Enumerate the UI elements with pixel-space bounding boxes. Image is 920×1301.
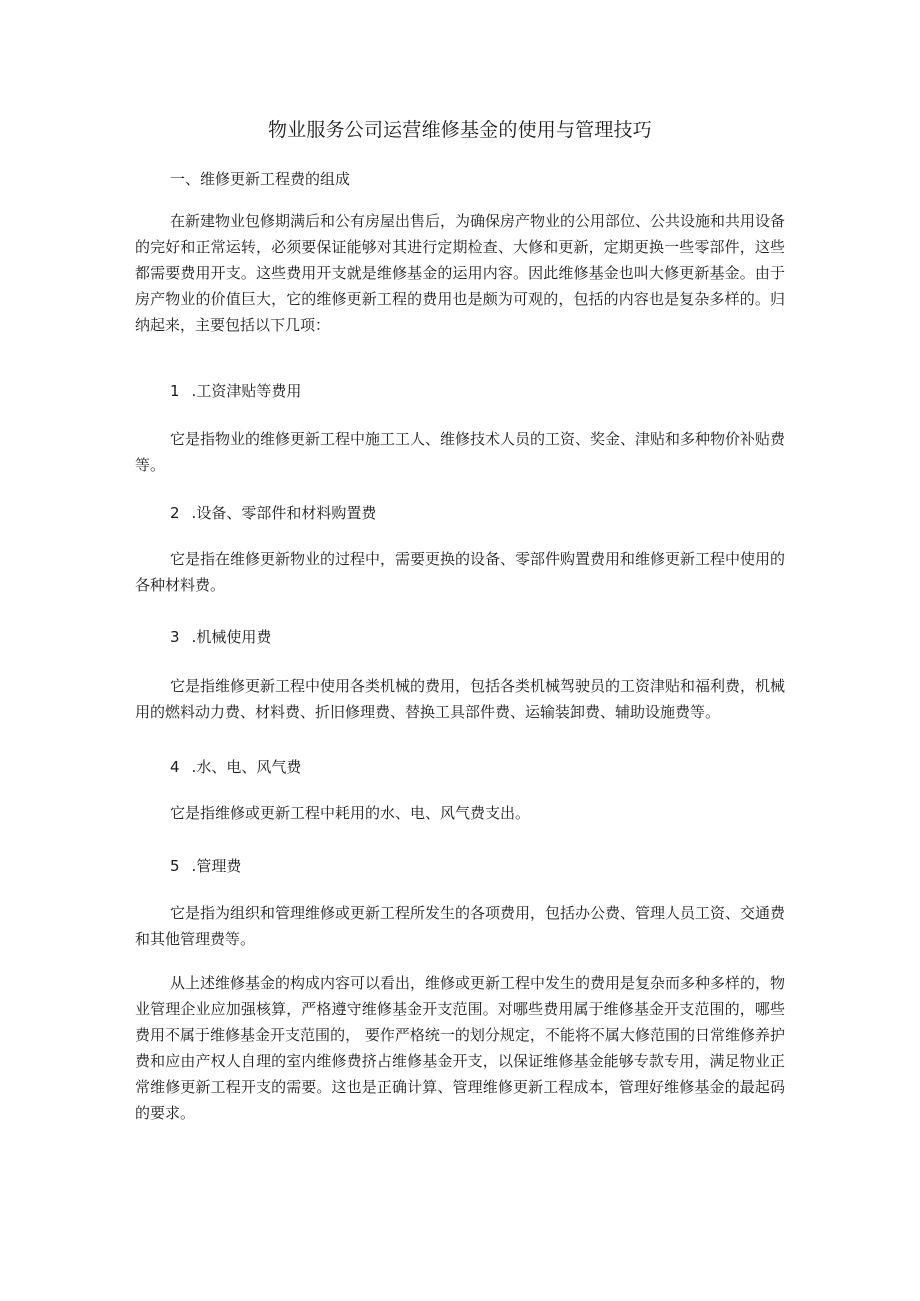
item-body-3: 它是指维修更新工程中使用各类机械的费用，包括各类机械驾驶员的工资津贴和福利费，机械用的燃料动力费、材料费、折旧修理费、替换工具部件费、运输装卸费、辅助设施费等。 xyxy=(135,677,786,721)
item-heading-4 xyxy=(135,754,785,780)
section-heading-text: 一、维修更新工程费的组成 xyxy=(170,170,351,188)
item-body-2: 它是指在维修更新物业的过程中，需要更换的设备、零部件购置费用和维修更新工程中使用的各种材料费。 xyxy=(135,550,786,594)
document-title: 物业服务公司运营维修基金的使用与管理技巧 xyxy=(267,119,652,141)
section-heading xyxy=(135,166,785,192)
conclusion-paragraph: 从上述维修基金的构成内容可以看出，维修或更新工程中发生的费用是复杂而多种多样的，物业管理企业应加强核算，严格遵守维修基金开支范围。对哪些费用属于维修基金开支范围的，哪些费用不属于维修基金开支范围的， 要作严格统一的划分规定，不能将不属大修范围的日常维修养护费和应由产权人自理的室内维修费挤占维修基金开支，以保证维修基金能够专款专用，满足物业正常维修更新工程开支的需要。这也是正确计算、管理维修更新工程成本，管理好维修基金的最起码的要求。 xyxy=(135,974,786,1122)
item-title-5: .管理费 xyxy=(191,857,242,875)
item-number-5: 5 xyxy=(170,857,180,875)
item-heading-5 xyxy=(135,853,785,879)
item-body-1: 它是指物业的维修更新工程中施工工人、维修技术人员的工资、奖金、津贴和多种物价补贴费等。 xyxy=(135,430,786,474)
item-heading-3 xyxy=(135,624,785,650)
item-title-2: .设备、零部件和材料购置费 xyxy=(191,504,377,522)
item-number-2: 2 xyxy=(170,504,180,522)
item-heading-1 xyxy=(135,378,785,404)
item-title-3: .机械使用费 xyxy=(191,628,272,646)
intro-paragraph: 在新建物业包修期满后和公有房屋出售后，为确保房产物业的公用部位、公共设施和共用设备的完好和正常运转，必须要保证能够对其进行定期检查、大修和更新，定期更换一些零部件，这些都需要费用开支。这些费用开支就是维修基金的运用内容。因此维修基金也叫大修更新基金。由于房产物业的价值巨大，它的维修更新工程的费用也是颇为可观的，包括的内容也是复杂多样的。归纳起来，主要包括以下几项： xyxy=(135,212,786,334)
item-title-4: .水、电、风气费 xyxy=(191,758,302,776)
item-number-4: 4 xyxy=(170,758,180,776)
item-title-1: .工资津贴等费用 xyxy=(191,382,302,400)
item-body-5: 它是指为组织和管理维修或更新工程所发生的各项费用，包括办公费、管理人员工资、交通费和其他管理费等。 xyxy=(135,904,786,948)
item-number-3: 3 xyxy=(170,628,180,646)
item-number-1: 1 xyxy=(170,382,180,400)
item-body-4: 它是指维修或更新工程中耗用的水、电、风气费支出。 xyxy=(170,804,531,822)
item-heading-2 xyxy=(135,500,785,526)
